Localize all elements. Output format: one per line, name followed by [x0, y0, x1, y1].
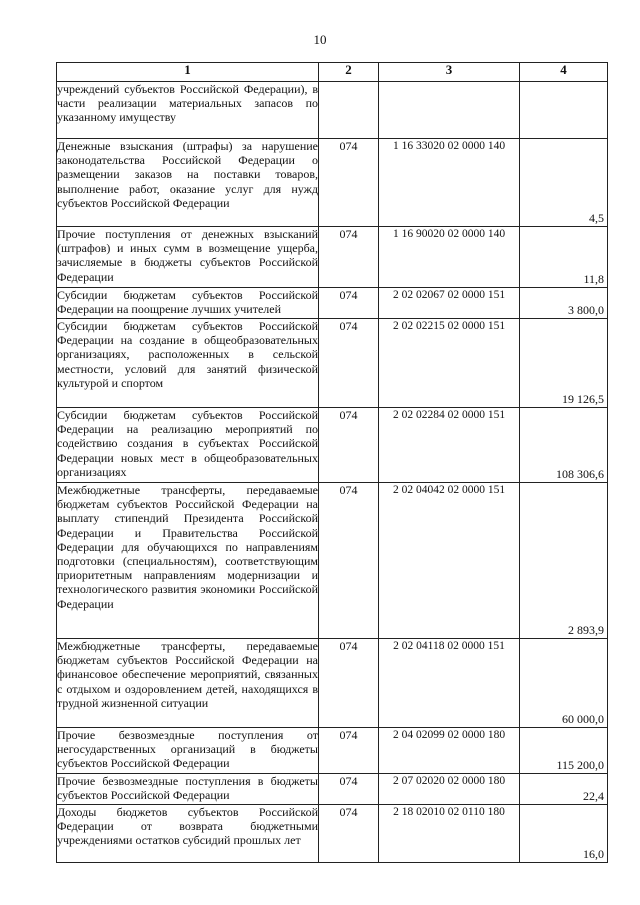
amount-value: 11,8: [583, 271, 604, 286]
admin-code: 074: [319, 805, 379, 863]
amount-value: 115 200,0: [556, 757, 604, 772]
column-header-3: 3: [379, 63, 520, 82]
revenue-name: Субсидии бюджетам субъектов Российской Федерации на реализацию мероприятий по содействию создания в субъектах Российской Федерации новых мест в общеобразовательных организациях: [57, 408, 319, 483]
amount-cell: [520, 139, 608, 227]
column-header-4: 4: [520, 63, 608, 82]
amount-cell: [520, 483, 608, 639]
classification-code: 2 02 04042 02 0000 151: [379, 483, 520, 639]
amount-cell: [520, 639, 608, 728]
revenue-name: Субсидии бюджетам субъектов Российской Федерации на создание в общеобразовательных организациях, расположенных в сельской местности, условий для занятий физической культурой и спортом: [57, 319, 319, 408]
classification-code: 2 02 04118 02 0000 151: [379, 639, 520, 728]
table-row: [57, 82, 608, 139]
amount-value: 22,4: [583, 788, 604, 803]
table-row: [57, 139, 608, 227]
admin-code: 074: [319, 227, 379, 288]
classification-code: 2 07 02020 02 0000 180: [379, 774, 520, 805]
table-row: [57, 483, 608, 639]
admin-code: 074: [319, 728, 379, 774]
table-row: [57, 728, 608, 774]
admin-code: 074: [319, 139, 379, 227]
amount-cell: [520, 82, 608, 139]
revenue-name: Межбюджетные трансферты, передаваемые бюджетам субъектов Российской Федерации на финансовое обеспечение мероприятий, связанных с отдыхом и оздоровлением детей, находящихся в трудной жизненной ситуации: [57, 639, 319, 728]
table-row: [57, 639, 608, 728]
admin-code: 074: [319, 639, 379, 728]
table-row: [57, 774, 608, 805]
column-header-1: 1: [57, 63, 319, 82]
classification-code: 2 04 02099 02 0000 180: [379, 728, 520, 774]
revenue-name: Прочие поступления от денежных взысканий (штрафов) и иных сумм в возмещение ущерба, зачисляемые в бюджеты субъектов Российской Федерации: [57, 227, 319, 288]
admin-code: 074: [319, 408, 379, 483]
admin-code: [319, 82, 379, 139]
amount-value: 4,5: [589, 210, 604, 225]
amount-cell: [520, 288, 608, 319]
revenue-name: учреждений субъектов Российской Федерации), в части реализации материальных запасов по указанному имуществу: [57, 82, 319, 139]
table-row: [57, 805, 608, 863]
amount-value: 108 306,6: [556, 466, 604, 481]
revenue-name: Прочие безвозмездные поступления от негосударственных организаций в бюджеты субъектов Российской Федерации: [57, 728, 319, 774]
amount-cell: [520, 774, 608, 805]
amount-cell: [520, 728, 608, 774]
classification-code: 1 16 33020 02 0000 140: [379, 139, 520, 227]
amount-value: 16,0: [583, 846, 604, 861]
revenue-table: [56, 62, 608, 863]
amount-value: 19 126,5: [562, 391, 604, 406]
table-row: [57, 408, 608, 483]
admin-code: 074: [319, 774, 379, 805]
classification-code: 1 16 90020 02 0000 140: [379, 227, 520, 288]
amount-value: 60 000,0: [562, 711, 604, 726]
revenue-name: Субсидии бюджетам субъектов Российской Федерации на поощрение лучших учителей: [57, 288, 319, 319]
amount-cell: [520, 805, 608, 863]
classification-code: 2 02 02284 02 0000 151: [379, 408, 520, 483]
column-header-2: 2: [319, 63, 379, 82]
amount-value: 3 800,0: [568, 302, 604, 317]
classification-code: [379, 82, 520, 139]
admin-code: 074: [319, 483, 379, 639]
table-header-row: [57, 63, 608, 82]
admin-code: 074: [319, 319, 379, 408]
page-number: 10: [313, 32, 327, 47]
revenue-name: Доходы бюджетов субъектов Российской Федерации от возврата бюджетными учреждениями остатков субсидий прошлых лет: [57, 805, 319, 863]
classification-code: 2 02 02215 02 0000 151: [379, 319, 520, 408]
amount-cell: [520, 319, 608, 408]
classification-code: 2 18 02010 02 0110 180: [379, 805, 520, 863]
table-row: [57, 227, 608, 288]
admin-code: 074: [319, 288, 379, 319]
revenue-name: Межбюджетные трансферты, передаваемые бюджетам субъектов Российской Федерации на выплату стипендий Президента Российской Федерации и Правительства Российской Федерации для обучающихся по направлениям подготовки (специальностям), соответствующим приоритетным направлениям модернизации и технологического развития экономики Российской Федерации: [57, 483, 319, 639]
table-row: [57, 288, 608, 319]
classification-code: 2 02 02067 02 0000 151: [379, 288, 520, 319]
revenue-name: Денежные взыскания (штрафы) за нарушение законодательства Российской Федерации о размещении заказов на поставки товаров, выполнение работ, оказание услуг для нужд субъектов Российской Федерации: [57, 139, 319, 227]
amount-cell: [520, 227, 608, 288]
revenue-name: Прочие безвозмездные поступления в бюджеты субъектов Российской Федерации: [57, 774, 319, 805]
table-row: [57, 319, 608, 408]
amount-value: 2 893,9: [568, 622, 604, 637]
amount-cell: [520, 408, 608, 483]
